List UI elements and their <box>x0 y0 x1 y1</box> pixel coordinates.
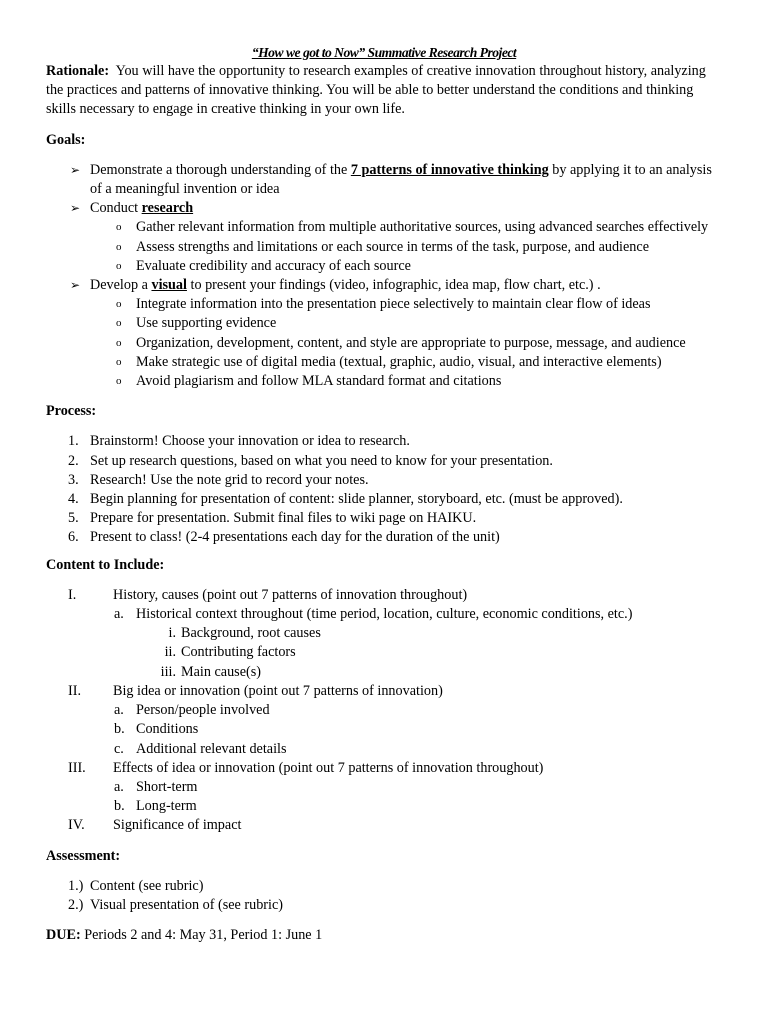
outline-subitem: b. Conditions <box>114 721 199 738</box>
goal-item: ➢ Conduct research <box>46 199 722 218</box>
outline-section: III. Effects of idea or innovation (point out 7 patterns of innovation throughout) <box>68 759 544 776</box>
process-step: 5. Prepare for presentation. Submit final files to wiki page on HAIKU. <box>68 510 477 527</box>
process-step: 6. Present to class! (2-4 presentations each day for the duration of the unit) <box>68 529 500 546</box>
goals-list <box>46 161 722 391</box>
rationale-label: Rationale: <box>46 63 110 79</box>
outline-section: II. Big idea or innovation (point out 7 patterns of innovation) <box>68 682 443 699</box>
circle-bullet-icon: o <box>116 336 122 349</box>
circle-bullet-icon: o <box>116 375 122 388</box>
outline-subitem: a. Person/people involved <box>114 702 270 719</box>
goal-emphasis: research <box>141 200 194 217</box>
process-step: 4. Begin planning for presentation of content: slide planner, storyboard, etc. (must be approved). <box>68 491 623 508</box>
goal-emphasis: 7 patterns of innovative thinking <box>350 161 549 178</box>
arrow-bullet-icon: ➢ <box>70 201 81 216</box>
due-line <box>46 926 722 945</box>
goal-item: ➢ Develop a visual to present your findings (video, infographic, idea map, flow chart, etc.) . <box>46 276 722 295</box>
circle-bullet-icon: o <box>116 355 122 368</box>
assessment-item: 2.) Visual presentation of (see rubric) <box>68 896 283 913</box>
rationale-text: You will have the opportunity to research examples of creative innovation throughout history, analyzing the practices and patterns of innovative thinking. You will be able to better understand the conditions and thinking skills necessary to engage in creative thinking in your own life. <box>46 63 706 118</box>
assessment-item: 1.) Content (see rubric) <box>68 877 204 894</box>
outline-subsubitem: i. Background, root causes <box>168 625 321 642</box>
outline-section: I. History, causes (point out 7 patterns of innovation throughout) <box>68 586 468 603</box>
goal-subitem: o Use supporting evidence <box>46 314 722 333</box>
process-step: 2. Set up research questions, based on what you need to know for your presentation. <box>68 452 553 469</box>
process-heading: Process: <box>46 403 97 420</box>
document-title: “How we got to Now” Summative Research Project <box>251 45 517 60</box>
content-outline <box>46 586 722 836</box>
goal-subitem: o Avoid plagiarism and follow MLA standard format and citations <box>46 372 722 391</box>
circle-bullet-icon: o <box>116 298 122 311</box>
assessment-list <box>46 877 722 915</box>
circle-bullet-icon: o <box>116 317 122 330</box>
goal-subitem: o Make strategic use of digital media (textual, graphic, audio, visual, and interactive elements) <box>46 353 722 372</box>
content-heading: Content to Include: <box>46 556 165 573</box>
outline-subitem: b. Long-term <box>114 798 197 815</box>
goal-subitem: o Integrate information into the presentation piece selectively to maintain clear flow of ideas <box>46 295 722 314</box>
goal-emphasis: visual <box>151 277 187 294</box>
process-step: 3. Research! Use the note grid to record your notes. <box>68 471 369 488</box>
goal-subitem: o Organization, development, content, and style are appropriate to purpose, message, and audience <box>46 334 722 353</box>
circle-bullet-icon: o <box>116 259 122 272</box>
outline-section: IV. Significance of impact <box>68 817 242 834</box>
rationale-paragraph <box>46 62 722 120</box>
outline-subitem: a. Historical context throughout (time period, location, culture, economic conditions, etc.) <box>114 606 633 623</box>
goals-heading: Goals: <box>46 131 86 148</box>
goal-subitem: o Gather relevant information from multiple authoritative sources, using advanced searches effectively <box>46 218 722 237</box>
process-step: 1. Brainstorm! Choose your innovation or idea to research. <box>68 433 410 450</box>
goal-subitem: o Evaluate credibility and accuracy of each source <box>46 257 722 276</box>
outline-subitem: a. Short-term <box>114 778 198 795</box>
assessment-heading: Assessment: <box>46 847 121 864</box>
circle-bullet-icon: o <box>116 240 122 253</box>
process-list <box>46 432 722 547</box>
circle-bullet-icon: o <box>116 221 122 234</box>
outline-subsubitem: iii. Main cause(s) <box>160 663 261 680</box>
due-text: Periods 2 and 4: May 31, Period 1: June 1 <box>80 927 323 944</box>
due-label: DUE: <box>46 927 81 944</box>
goal-subitem: o Assess strengths and limitations or each source in terms of the task, purpose, and audience <box>46 238 722 257</box>
outline-subsubitem: ii. Contributing factors <box>164 644 296 661</box>
arrow-bullet-icon: ➢ <box>70 162 81 177</box>
outline-subitem: c. Additional relevant details <box>114 740 287 757</box>
goal-item: ➢ Demonstrate a thorough understanding of the 7 patterns of innovative thinking by applying it to an analysis of a meaningful invention or idea <box>70 161 712 198</box>
arrow-bullet-icon: ➢ <box>70 278 81 293</box>
